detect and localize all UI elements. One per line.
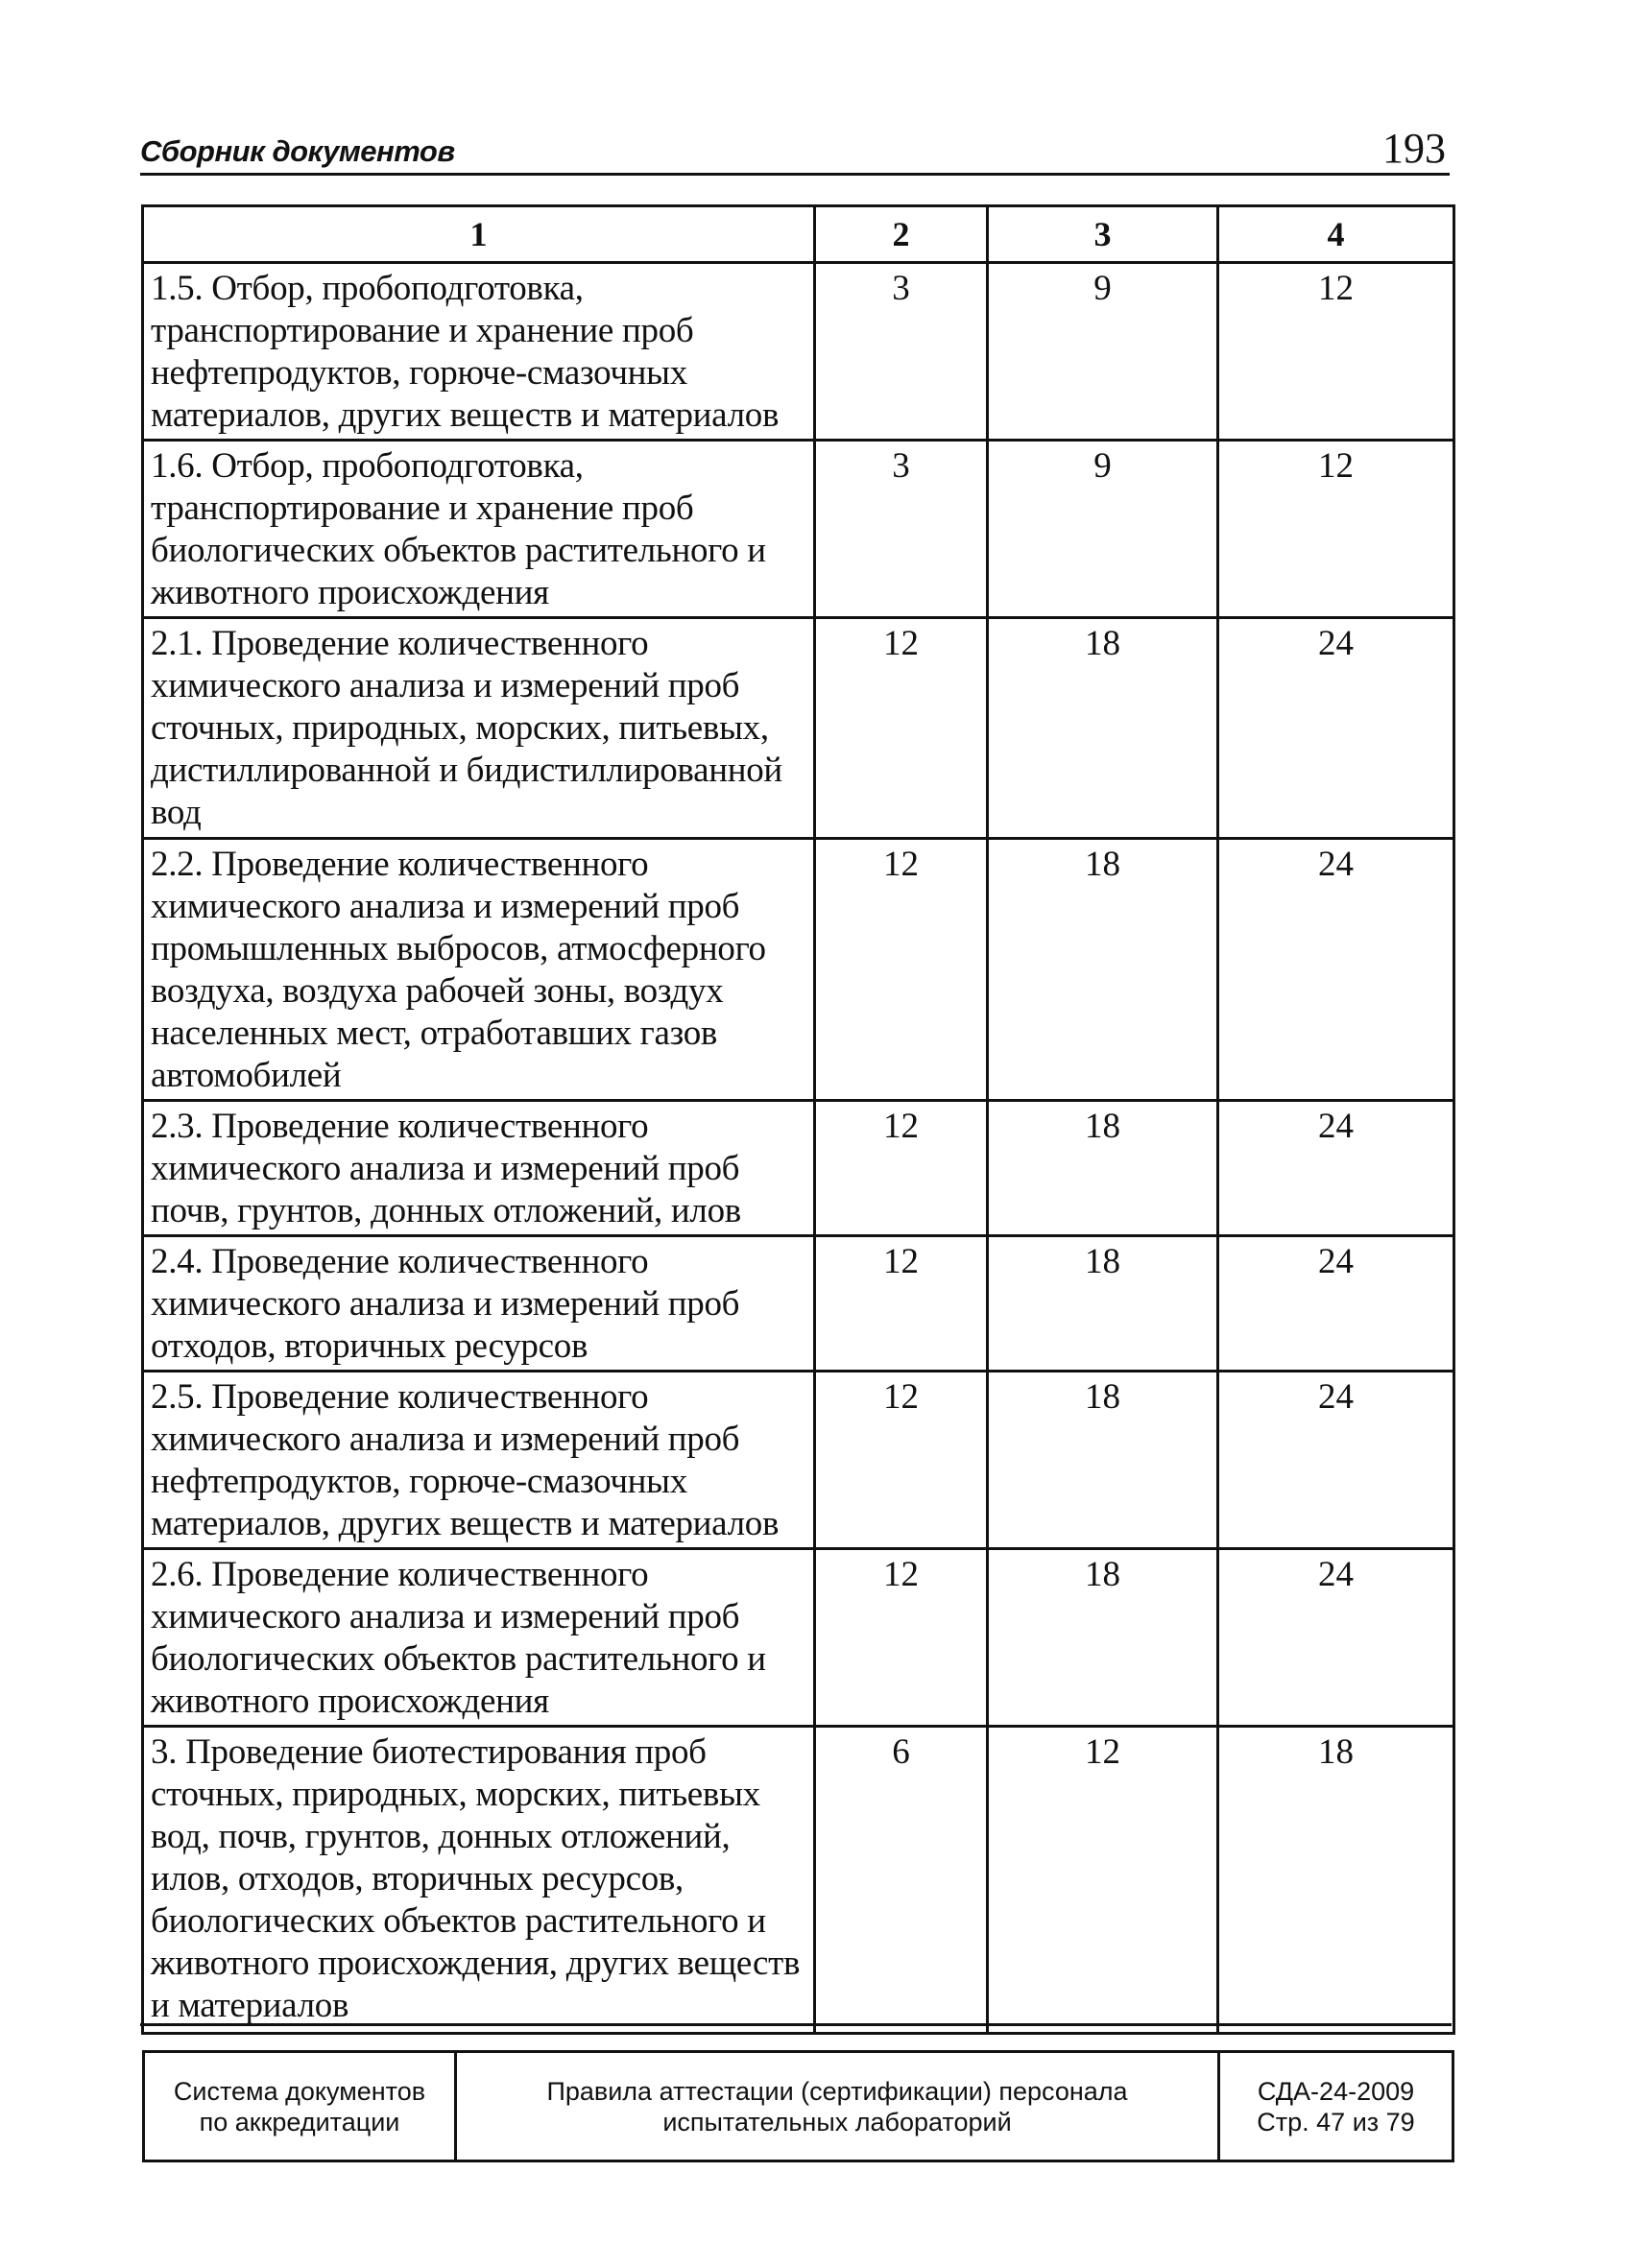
row-value-col3: 12 bbox=[988, 1727, 1218, 2034]
column-header: 2 bbox=[815, 206, 988, 263]
footer-system bbox=[144, 2052, 456, 2161]
row-value-col3: 18 bbox=[988, 1549, 1218, 1727]
row-value-col4: 24 bbox=[1218, 1101, 1454, 1236]
row-value-col4: 24 bbox=[1218, 839, 1454, 1101]
table-row bbox=[143, 441, 1454, 618]
row-description: 1.6. Отбор, пробоподготовка, транспортирование и хранение проб биологических объектов растительного и животного происхождения bbox=[143, 441, 815, 618]
column-header: 3 bbox=[988, 206, 1218, 263]
row-value-col2: 3 bbox=[815, 263, 988, 441]
row-value-col3: 18 bbox=[988, 1372, 1218, 1549]
row-value-col2: 12 bbox=[815, 1101, 988, 1236]
footer-system-line2: по аккредитации bbox=[199, 2107, 400, 2137]
table-row bbox=[143, 1101, 1454, 1236]
footer-page-count: Стр. 47 из 79 bbox=[1257, 2107, 1415, 2137]
row-description: 2.5. Проведение количественного химического анализа и измерений проб нефтепродуктов, горюче-смазочных материалов, других веществ и материалов bbox=[143, 1372, 815, 1549]
row-value-col3: 18 bbox=[988, 1101, 1218, 1236]
hours-table bbox=[141, 204, 1455, 2035]
row-value-col4: 24 bbox=[1218, 1236, 1454, 1372]
row-value-col4: 24 bbox=[1218, 618, 1454, 839]
footer-divider bbox=[140, 2023, 1452, 2026]
row-value-col2: 3 bbox=[815, 441, 988, 618]
row-value-col4: 18 bbox=[1218, 1727, 1454, 2034]
row-value-col4: 12 bbox=[1218, 441, 1454, 618]
row-value-col2: 12 bbox=[815, 839, 988, 1101]
row-value-col2: 12 bbox=[815, 1549, 988, 1727]
row-value-col2: 12 bbox=[815, 618, 988, 839]
table-row bbox=[143, 1236, 1454, 1372]
row-description: 3. Проведение биотестирования проб сточных, природных, морских, питьевых вод, почв, грунтов, донных отложений, илов, отходов, вторичных ресурсов, биологических объектов растительного и животного происхождения, других веществ и материалов bbox=[143, 1727, 815, 2034]
table-header-row bbox=[143, 206, 1454, 263]
row-value-col3: 18 bbox=[988, 618, 1218, 839]
footer-system-line1: Система документов bbox=[173, 2076, 426, 2106]
row-description: 1.5. Отбор, пробоподготовка, транспортирование и хранение проб нефтепродуктов, горюче-смазочных материалов, других веществ и материалов bbox=[143, 263, 815, 441]
table-row bbox=[143, 1372, 1454, 1549]
footer-code-cell bbox=[1219, 2052, 1453, 2161]
footer-document-code: СДА-24-2009 bbox=[1257, 2076, 1415, 2106]
table-row bbox=[143, 839, 1454, 1101]
row-value-col3: 18 bbox=[988, 839, 1218, 1101]
table-row bbox=[143, 618, 1454, 839]
row-description: 2.4. Проведение количественного химического анализа и измерений проб отходов, вторичных ресурсов bbox=[143, 1236, 815, 1372]
row-description: 2.1. Проведение количественного химического анализа и измерений проб сточных, природных, морских, питьевых, дистиллированной и бидистиллированной вод bbox=[143, 618, 815, 839]
document-footer bbox=[142, 2050, 1454, 2162]
row-description: 2.3. Проведение количественного химического анализа и измерений проб почв, грунтов, донных отложений, илов bbox=[143, 1101, 815, 1236]
table-row bbox=[143, 1727, 1454, 2034]
row-value-col2: 6 bbox=[815, 1727, 988, 2034]
column-header: 4 bbox=[1218, 206, 1454, 263]
column-header: 1 bbox=[143, 206, 815, 263]
row-description: 2.2. Проведение количественного химического анализа и измерений проб промышленных выбросов, атмосферного воздуха, воздуха рабочей зоны, воздух населенных мест, отработавших газов автомобилей bbox=[143, 839, 815, 1101]
row-value-col3: 9 bbox=[988, 263, 1218, 441]
footer-title-line2: испытательных лабораторий bbox=[662, 2107, 1012, 2137]
footer-title-line1: Правила аттестации (сертификации) персонала bbox=[546, 2076, 1128, 2106]
row-value-col4: 12 bbox=[1218, 263, 1454, 441]
row-value-col3: 9 bbox=[988, 441, 1218, 618]
row-value-col2: 12 bbox=[815, 1372, 988, 1549]
row-value-col2: 12 bbox=[815, 1236, 988, 1372]
row-value-col3: 18 bbox=[988, 1236, 1218, 1372]
page-header bbox=[140, 115, 1450, 176]
table-row bbox=[143, 263, 1454, 441]
header-title: Сборник документов bbox=[140, 134, 455, 168]
page-number: 193 bbox=[1382, 125, 1446, 172]
row-value-col4: 24 bbox=[1218, 1372, 1454, 1549]
row-value-col4: 24 bbox=[1218, 1549, 1454, 1727]
row-description: 2.6. Проведение количественного химического анализа и измерений проб биологических объектов растительного и животного происхождения bbox=[143, 1549, 815, 1727]
footer-document-title bbox=[456, 2052, 1219, 2161]
table-row bbox=[143, 1549, 1454, 1727]
